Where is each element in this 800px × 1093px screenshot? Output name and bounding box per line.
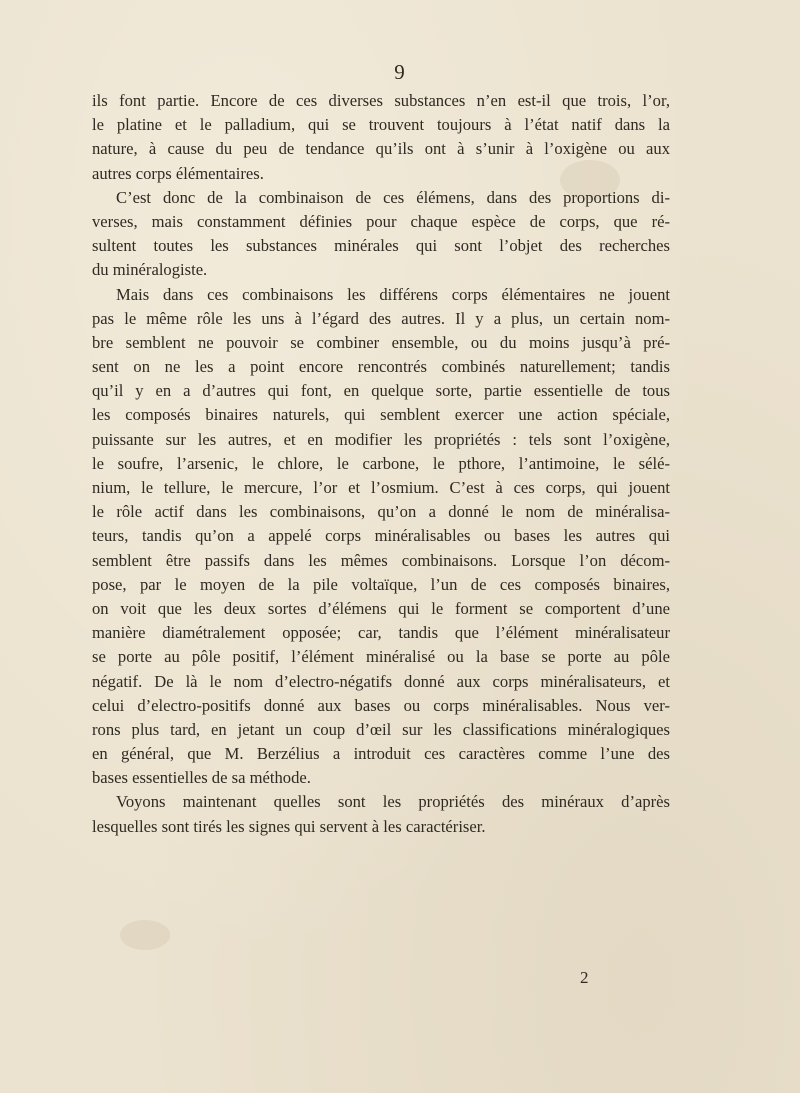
text-line: C’est donc de la combinaison de ces élémens, dans des proportions di- (116, 187, 670, 207)
text-line: autres corps élémentaires. (92, 163, 264, 183)
text-line: pas le même rôle les uns à l’égard des autres. Il y a plus, un certain nom- (92, 308, 670, 328)
text-line: manière diamétralement opposée; car, tandis que l’élément minéralisateur (92, 623, 670, 643)
text-line: sultent toutes les substances minérales qui sont l’objet des recherches (92, 236, 670, 256)
text-line: Mais dans ces combinaisons les différens corps élémentaires ne jouent (116, 284, 670, 304)
text-line: rons plus tard, en jetant un coup d’œil sur les classifications minéralogiques (92, 719, 670, 739)
text-line: qu’il y en a d’autres qui font, en quelque sorte, partie essentielle de tous (92, 381, 670, 401)
text-line: pose, par le moyen de la pile voltaïque, l’un de ces composés binaires, (92, 574, 670, 594)
text-line: le platine et le palladium, qui se trouvent toujours à l’état natif dans la (92, 115, 670, 135)
text-line: négatif. De là le nom d’electro-négatifs donné aux corps minéralisateurs, et (92, 671, 670, 691)
body-text (92, 89, 670, 839)
text-line: sent on ne les a point encore rencontrés combinés naturellement; tandis (92, 357, 670, 377)
paper-stain (120, 920, 170, 950)
text-line: semblent être passifs dans les mêmes combinaisons. Lorsque l’on décom- (92, 550, 670, 570)
text-line: les composés binaires naturels, qui semblent exercer une action spéciale, (92, 405, 670, 425)
text-line: nature, à cause du peu de tendance qu’ils ont à s’unir à l’oxigène ou aux (92, 139, 670, 159)
text-line: verses, mais constamment définies pour chaque espèce de corps, que ré- (92, 211, 670, 231)
text-line: se porte au pôle positif, l’élément minéralisé ou la base se porte au pôle (92, 647, 670, 667)
text-line: on voit que les deux sortes d’élémens qui le forment se comportent d’une (92, 598, 670, 618)
text-line: Voyons maintenant quelles sont les propriétés des minéraux d’après (116, 792, 670, 812)
text-line: lesquelles sont tirés les signes qui servent à les caractériser. (92, 816, 486, 836)
signature-mark: 2 (580, 968, 589, 987)
text-line: bre semblent ne pouvoir se combiner ensemble, ou du moins jusqu’à pré- (92, 332, 670, 352)
text-line: du minéralogiste. (92, 260, 208, 280)
page-number: 9 (394, 60, 406, 84)
text-line: ils font partie. Encore de ces diverses substances n’en est-il que trois, l’or, (92, 91, 670, 110)
text-line: bases essentielles de sa méthode. (92, 768, 311, 788)
text-line: teurs, tandis qu’on a appelé corps minéralisables ou bases les autres qui (92, 526, 670, 546)
text-line: celui d’electro-positifs donné aux bases ou corps minéralisables. Nous ver- (92, 695, 670, 715)
text-line: nium, le tellure, le mercure, l’or et l’osmium. C’est à ces corps, qui jouent (92, 478, 670, 497)
text-line: en général, que M. Berzélius a introduit ces caractères comme l’une des (92, 744, 670, 764)
text-line: le rôle actif dans les combinaisons, qu’on a donné le nom de minéralisa- (92, 502, 670, 522)
text-line: le soufre, l’arsenic, le chlore, le carbone, le pthore, l’antimoine, le sélé- (92, 453, 670, 473)
text-line: puissante sur les autres, et en modifier les propriétés : tels sont l’oxigène, (92, 429, 670, 449)
